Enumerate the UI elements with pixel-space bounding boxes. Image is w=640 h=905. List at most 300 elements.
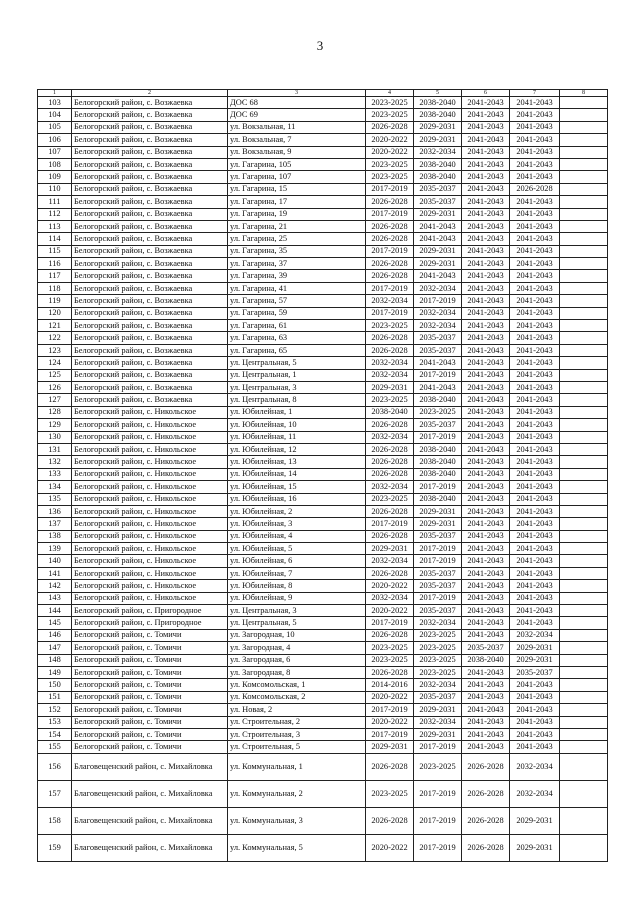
row-number: 116 xyxy=(38,258,72,270)
period-cell: 2029-2031 xyxy=(510,642,560,654)
period-cell: 2032-2034 xyxy=(414,320,462,332)
row-number: 158 xyxy=(38,807,72,834)
period-cell: 2017-2019 xyxy=(414,807,462,834)
table-row xyxy=(38,741,608,753)
address-cell: ул. Гагарина, 41 xyxy=(228,282,366,294)
locality-cell: Белогорский район, с. Томичи xyxy=(72,642,228,654)
table-row xyxy=(38,282,608,294)
period-cell: 2017-2019 xyxy=(414,834,462,861)
period-cell: 2041-2043 xyxy=(462,617,510,629)
table-row xyxy=(38,233,608,245)
locality-cell: Белогорский район, с. Возжаевка xyxy=(72,171,228,183)
address-cell: ул. Гагарина, 21 xyxy=(228,220,366,232)
period-cell: 2026-2028 xyxy=(366,530,414,542)
locality-cell: Белогорский район, с. Никольское xyxy=(72,555,228,567)
period-cell: 2029-2031 xyxy=(366,381,414,393)
empty-cell xyxy=(560,567,608,579)
locality-cell: Белогорский район, с. Никольское xyxy=(72,456,228,468)
row-number: 143 xyxy=(38,592,72,604)
row-number: 141 xyxy=(38,567,72,579)
row-number: 136 xyxy=(38,505,72,517)
period-cell: 2026-2028 xyxy=(366,332,414,344)
period-cell: 2041-2043 xyxy=(510,171,560,183)
period-cell: 2032-2034 xyxy=(366,369,414,381)
period-cell: 2041-2043 xyxy=(462,691,510,703)
period-cell: 2038-2040 xyxy=(414,493,462,505)
locality-cell: Белогорский район, с. Томичи xyxy=(72,741,228,753)
locality-cell: Белогорский район, с. Возжаевка xyxy=(72,381,228,393)
row-number: 113 xyxy=(38,220,72,232)
table-row xyxy=(38,543,608,555)
row-number: 139 xyxy=(38,543,72,555)
row-number: 144 xyxy=(38,605,72,617)
empty-cell xyxy=(560,807,608,834)
address-cell: ул. Коммунальная, 5 xyxy=(228,834,366,861)
period-cell: 2023-2025 xyxy=(366,158,414,170)
table-row xyxy=(38,295,608,307)
empty-cell xyxy=(560,233,608,245)
empty-cell xyxy=(560,592,608,604)
period-cell: 2035-2037 xyxy=(510,666,560,678)
locality-cell: Белогорский район, с. Возжаевка xyxy=(72,158,228,170)
period-cell: 2038-2040 xyxy=(414,171,462,183)
period-cell: 2029-2031 xyxy=(414,518,462,530)
empty-cell xyxy=(560,780,608,807)
period-cell: 2017-2019 xyxy=(414,481,462,493)
address-cell: ул. Юбилейная, 6 xyxy=(228,555,366,567)
empty-cell xyxy=(560,109,608,121)
period-cell: 2041-2043 xyxy=(510,307,560,319)
locality-cell: Белогорский район, с. Возжаевка xyxy=(72,344,228,356)
locality-cell: Белогорский район, с. Никольское xyxy=(72,518,228,530)
period-cell: 2026-2028 xyxy=(366,443,414,455)
period-cell: 2023-2025 xyxy=(366,97,414,109)
row-number: 105 xyxy=(38,121,72,133)
address-cell: ул. Юбилейная, 5 xyxy=(228,543,366,555)
period-cell: 2041-2043 xyxy=(462,245,510,257)
period-cell: 2038-2040 xyxy=(414,97,462,109)
period-cell: 2029-2031 xyxy=(414,505,462,517)
period-cell: 2026-2028 xyxy=(366,567,414,579)
period-cell: 2017-2019 xyxy=(366,208,414,220)
period-cell: 2041-2043 xyxy=(510,468,560,480)
empty-cell xyxy=(560,171,608,183)
table-row xyxy=(38,357,608,369)
period-cell: 2041-2043 xyxy=(510,530,560,542)
table-row xyxy=(38,780,608,807)
period-cell: 2020-2022 xyxy=(366,605,414,617)
locality-cell: Белогорский район, с. Возжаевка xyxy=(72,183,228,195)
locality-cell: Благовещенский район, с. Михайловка xyxy=(72,807,228,834)
period-cell: 2017-2019 xyxy=(366,518,414,530)
period-cell: 2041-2043 xyxy=(462,369,510,381)
table-row xyxy=(38,394,608,406)
period-cell: 2029-2031 xyxy=(510,834,560,861)
period-cell: 2032-2034 xyxy=(414,617,462,629)
period-cell: 2023-2025 xyxy=(366,493,414,505)
period-cell: 2038-2040 xyxy=(414,394,462,406)
empty-cell xyxy=(560,146,608,158)
period-cell: 2017-2019 xyxy=(414,741,462,753)
table-row xyxy=(38,245,608,257)
locality-cell: Белогорский район, с. Никольское xyxy=(72,481,228,493)
period-cell: 2038-2040 xyxy=(462,654,510,666)
row-number: 118 xyxy=(38,282,72,294)
period-cell: 2041-2043 xyxy=(462,344,510,356)
period-cell: 2017-2019 xyxy=(414,555,462,567)
row-number: 153 xyxy=(38,716,72,728)
period-cell: 2041-2043 xyxy=(462,146,510,158)
period-cell: 2041-2043 xyxy=(510,220,560,232)
period-cell: 2041-2043 xyxy=(462,679,510,691)
period-cell: 2041-2043 xyxy=(462,716,510,728)
row-number: 146 xyxy=(38,629,72,641)
period-cell: 2041-2043 xyxy=(462,567,510,579)
row-number: 123 xyxy=(38,344,72,356)
period-cell: 2026-2028 xyxy=(366,753,414,780)
table-row xyxy=(38,183,608,195)
period-cell: 2020-2022 xyxy=(366,716,414,728)
period-cell: 2041-2043 xyxy=(462,666,510,678)
row-number: 124 xyxy=(38,357,72,369)
empty-cell xyxy=(560,505,608,517)
table-row xyxy=(38,158,608,170)
period-cell: 2026-2028 xyxy=(366,233,414,245)
table-row xyxy=(38,258,608,270)
period-cell: 2026-2028 xyxy=(462,753,510,780)
address-cell: ул. Гагарина, 17 xyxy=(228,196,366,208)
period-cell: 2035-2037 xyxy=(414,605,462,617)
locality-cell: Белогорский район, с. Возжаевка xyxy=(72,357,228,369)
table-row xyxy=(38,134,608,146)
address-cell: ул. Гагарина, 15 xyxy=(228,183,366,195)
period-cell: 2041-2043 xyxy=(510,282,560,294)
period-cell: 2041-2043 xyxy=(510,456,560,468)
period-cell: 2029-2031 xyxy=(510,654,560,666)
period-cell: 2023-2025 xyxy=(414,406,462,418)
period-cell: 2041-2043 xyxy=(462,592,510,604)
address-cell: ул. Новая, 2 xyxy=(228,704,366,716)
table-row xyxy=(38,97,608,109)
period-cell: 2041-2043 xyxy=(462,220,510,232)
period-cell: 2035-2037 xyxy=(414,691,462,703)
row-number: 152 xyxy=(38,704,72,716)
locality-cell: Белогорский район, с. Пригородное xyxy=(72,605,228,617)
empty-cell xyxy=(560,728,608,740)
address-cell: ул. Строительная, 3 xyxy=(228,728,366,740)
period-cell: 2041-2043 xyxy=(510,505,560,517)
empty-cell xyxy=(560,580,608,592)
period-cell: 2041-2043 xyxy=(462,97,510,109)
locality-cell: Белогорский район, с. Возжаевка xyxy=(72,394,228,406)
row-number: 142 xyxy=(38,580,72,592)
locality-cell: Белогорский район, с. Возжаевка xyxy=(72,233,228,245)
period-cell: 2026-2028 xyxy=(366,196,414,208)
row-number: 159 xyxy=(38,834,72,861)
address-cell: ул. Юбилейная, 14 xyxy=(228,468,366,480)
period-cell: 2041-2043 xyxy=(462,518,510,530)
period-cell: 2041-2043 xyxy=(510,443,560,455)
locality-cell: Белогорский район, с. Возжаевка xyxy=(72,134,228,146)
period-cell: 2026-2028 xyxy=(366,807,414,834)
empty-cell xyxy=(560,834,608,861)
period-cell: 2032-2034 xyxy=(510,629,560,641)
address-cell: ул. Гагарина, 25 xyxy=(228,233,366,245)
locality-cell: Белогорский район, с. Возжаевка xyxy=(72,295,228,307)
address-cell: ул. Загородная, 8 xyxy=(228,666,366,678)
address-cell: ул. Гагарина, 105 xyxy=(228,158,366,170)
period-cell: 2029-2031 xyxy=(414,704,462,716)
row-number: 119 xyxy=(38,295,72,307)
table-row xyxy=(38,704,608,716)
empty-cell xyxy=(560,357,608,369)
period-cell: 2041-2043 xyxy=(462,741,510,753)
table-row xyxy=(38,406,608,418)
empty-cell xyxy=(560,245,608,257)
page-number: 3 xyxy=(316,38,324,53)
table-row xyxy=(38,605,608,617)
table-row xyxy=(38,369,608,381)
row-number: 126 xyxy=(38,381,72,393)
address-cell: ДОС 69 xyxy=(228,109,366,121)
row-number: 112 xyxy=(38,208,72,220)
period-cell: 2032-2034 xyxy=(366,431,414,443)
address-cell: ул. Центральная, 8 xyxy=(228,394,366,406)
period-cell: 2023-2025 xyxy=(366,109,414,121)
row-number: 156 xyxy=(38,753,72,780)
empty-cell xyxy=(560,605,608,617)
table-row xyxy=(38,270,608,282)
period-cell: 2020-2022 xyxy=(366,834,414,861)
period-cell: 2041-2043 xyxy=(510,518,560,530)
period-cell: 2041-2043 xyxy=(462,493,510,505)
column-number: 8 xyxy=(560,90,608,97)
empty-cell xyxy=(560,258,608,270)
table-row xyxy=(38,629,608,641)
table-row xyxy=(38,332,608,344)
period-cell: 2035-2037 xyxy=(414,567,462,579)
period-cell: 2017-2019 xyxy=(414,592,462,604)
period-cell: 2041-2043 xyxy=(510,134,560,146)
period-cell: 2026-2028 xyxy=(366,270,414,282)
address-cell: ул. Вокзальная, 11 xyxy=(228,121,366,133)
period-cell: 2041-2043 xyxy=(510,493,560,505)
table-row xyxy=(38,344,608,356)
period-cell: 2029-2031 xyxy=(510,807,560,834)
period-cell: 2017-2019 xyxy=(366,307,414,319)
period-cell: 2017-2019 xyxy=(366,704,414,716)
period-cell: 2029-2031 xyxy=(414,245,462,257)
period-cell: 2026-2028 xyxy=(462,807,510,834)
column-number: 4 xyxy=(366,90,414,97)
period-cell: 2041-2043 xyxy=(510,592,560,604)
empty-cell xyxy=(560,208,608,220)
locality-cell: Белогорский район, с. Возжаевка xyxy=(72,97,228,109)
table-row xyxy=(38,121,608,133)
period-cell: 2023-2025 xyxy=(366,654,414,666)
period-cell: 2026-2028 xyxy=(366,344,414,356)
address-cell: ул. Гагарина, 35 xyxy=(228,245,366,257)
address-cell: ул. Гагарина, 59 xyxy=(228,307,366,319)
address-cell: ул. Коммунальная, 1 xyxy=(228,753,366,780)
period-cell: 2038-2040 xyxy=(414,468,462,480)
period-cell: 2017-2019 xyxy=(366,183,414,195)
address-cell: ул. Центральная, 3 xyxy=(228,381,366,393)
empty-cell xyxy=(560,183,608,195)
address-cell: ул. Гагарина, 39 xyxy=(228,270,366,282)
empty-cell xyxy=(560,518,608,530)
period-cell: 2035-2037 xyxy=(414,332,462,344)
table-row xyxy=(38,691,608,703)
period-cell: 2041-2043 xyxy=(510,109,560,121)
address-cell: ул. Коммунальная, 3 xyxy=(228,807,366,834)
table-row xyxy=(38,592,608,604)
row-number: 104 xyxy=(38,109,72,121)
period-cell: 2017-2019 xyxy=(414,369,462,381)
period-cell: 2041-2043 xyxy=(462,332,510,344)
period-cell: 2041-2043 xyxy=(510,728,560,740)
address-cell: ул. Строительная, 2 xyxy=(228,716,366,728)
period-cell: 2020-2022 xyxy=(366,580,414,592)
empty-cell xyxy=(560,555,608,567)
period-cell: 2023-2025 xyxy=(366,394,414,406)
period-cell: 2041-2043 xyxy=(510,320,560,332)
empty-cell xyxy=(560,456,608,468)
period-cell: 2041-2043 xyxy=(462,505,510,517)
table-row xyxy=(38,419,608,431)
period-cell: 2041-2043 xyxy=(510,196,560,208)
period-cell: 2029-2031 xyxy=(366,543,414,555)
locality-cell: Белогорский район, с. Никольское xyxy=(72,580,228,592)
row-number: 157 xyxy=(38,780,72,807)
row-number: 132 xyxy=(38,456,72,468)
empty-cell xyxy=(560,468,608,480)
period-cell: 2023-2025 xyxy=(414,666,462,678)
period-cell: 2041-2043 xyxy=(462,431,510,443)
address-cell: ул. Центральная, 3 xyxy=(228,605,366,617)
period-cell: 2041-2043 xyxy=(510,741,560,753)
empty-cell xyxy=(560,381,608,393)
locality-cell: Белогорский район, с. Томичи xyxy=(72,691,228,703)
empty-cell xyxy=(560,394,608,406)
row-number: 151 xyxy=(38,691,72,703)
period-cell: 2026-2028 xyxy=(366,468,414,480)
period-cell: 2041-2043 xyxy=(462,580,510,592)
period-cell: 2041-2043 xyxy=(510,716,560,728)
period-cell: 2041-2043 xyxy=(510,158,560,170)
address-cell: ул. Вокзальная, 7 xyxy=(228,134,366,146)
table-row xyxy=(38,642,608,654)
table-row xyxy=(38,666,608,678)
table-row xyxy=(38,679,608,691)
table-row xyxy=(38,617,608,629)
address-cell: ул. Юбилейная, 8 xyxy=(228,580,366,592)
period-cell: 2041-2043 xyxy=(462,258,510,270)
empty-cell xyxy=(560,481,608,493)
period-cell: 2029-2031 xyxy=(414,121,462,133)
locality-cell: Благовещенский район, с. Михайловка xyxy=(72,834,228,861)
period-cell: 2023-2025 xyxy=(414,654,462,666)
address-cell: ул. Комсомольская, 2 xyxy=(228,691,366,703)
period-cell: 2038-2040 xyxy=(414,443,462,455)
locality-cell: Белогорский район, с. Никольское xyxy=(72,505,228,517)
period-cell: 2041-2043 xyxy=(462,443,510,455)
period-cell: 2041-2043 xyxy=(510,270,560,282)
locality-cell: Белогорский район, с. Возжаевка xyxy=(72,196,228,208)
empty-cell xyxy=(560,753,608,780)
period-cell: 2041-2043 xyxy=(510,419,560,431)
period-cell: 2041-2043 xyxy=(462,728,510,740)
empty-cell xyxy=(560,196,608,208)
period-cell: 2041-2043 xyxy=(414,357,462,369)
table-row xyxy=(38,807,608,834)
data-table xyxy=(37,89,608,862)
locality-cell: Белогорский район, с. Возжаевка xyxy=(72,332,228,344)
locality-cell: Белогорский район, с. Возжаевка xyxy=(72,121,228,133)
row-number: 149 xyxy=(38,666,72,678)
empty-cell xyxy=(560,691,608,703)
period-cell: 2041-2043 xyxy=(462,183,510,195)
row-number: 138 xyxy=(38,530,72,542)
empty-cell xyxy=(560,320,608,332)
period-cell: 2041-2043 xyxy=(510,704,560,716)
period-cell: 2041-2043 xyxy=(462,704,510,716)
address-cell: ул. Юбилейная, 7 xyxy=(228,567,366,579)
period-cell: 2038-2040 xyxy=(414,109,462,121)
period-cell: 2041-2043 xyxy=(510,406,560,418)
address-cell: ул. Юбилейная, 13 xyxy=(228,456,366,468)
empty-cell xyxy=(560,344,608,356)
address-cell: ул. Юбилейная, 2 xyxy=(228,505,366,517)
period-cell: 2023-2025 xyxy=(366,171,414,183)
row-number: 140 xyxy=(38,555,72,567)
period-cell: 2041-2043 xyxy=(510,580,560,592)
period-cell: 2041-2043 xyxy=(510,258,560,270)
period-cell: 2041-2043 xyxy=(462,481,510,493)
row-number: 122 xyxy=(38,332,72,344)
period-cell: 2035-2037 xyxy=(462,642,510,654)
period-cell: 2041-2043 xyxy=(414,220,462,232)
period-cell: 2041-2043 xyxy=(462,406,510,418)
period-cell: 2041-2043 xyxy=(462,419,510,431)
period-cell: 2017-2019 xyxy=(414,543,462,555)
period-cell: 2041-2043 xyxy=(462,270,510,282)
address-cell: ул. Гагарина, 19 xyxy=(228,208,366,220)
period-cell: 2041-2043 xyxy=(462,307,510,319)
table-row xyxy=(38,146,608,158)
locality-cell: Белогорский район, с. Никольское xyxy=(72,443,228,455)
table-row xyxy=(38,307,608,319)
period-cell: 2023-2025 xyxy=(414,753,462,780)
period-cell: 2035-2037 xyxy=(414,580,462,592)
address-cell: ул. Юбилейная, 15 xyxy=(228,481,366,493)
address-cell: ул. Юбилейная, 12 xyxy=(228,443,366,455)
locality-cell: Белогорский район, с. Никольское xyxy=(72,530,228,542)
period-cell: 2041-2043 xyxy=(462,208,510,220)
period-cell: 2041-2043 xyxy=(462,357,510,369)
period-cell: 2026-2028 xyxy=(366,220,414,232)
address-cell: ул. Юбилейная, 9 xyxy=(228,592,366,604)
table-row xyxy=(38,716,608,728)
empty-cell xyxy=(560,220,608,232)
locality-cell: Белогорский район, с. Никольское xyxy=(72,468,228,480)
period-cell: 2041-2043 xyxy=(510,543,560,555)
period-cell: 2026-2028 xyxy=(366,258,414,270)
address-cell: ДОС 68 xyxy=(228,97,366,109)
period-cell: 2020-2022 xyxy=(366,146,414,158)
table-row xyxy=(38,208,608,220)
locality-cell: Белогорский район, с. Никольское xyxy=(72,419,228,431)
